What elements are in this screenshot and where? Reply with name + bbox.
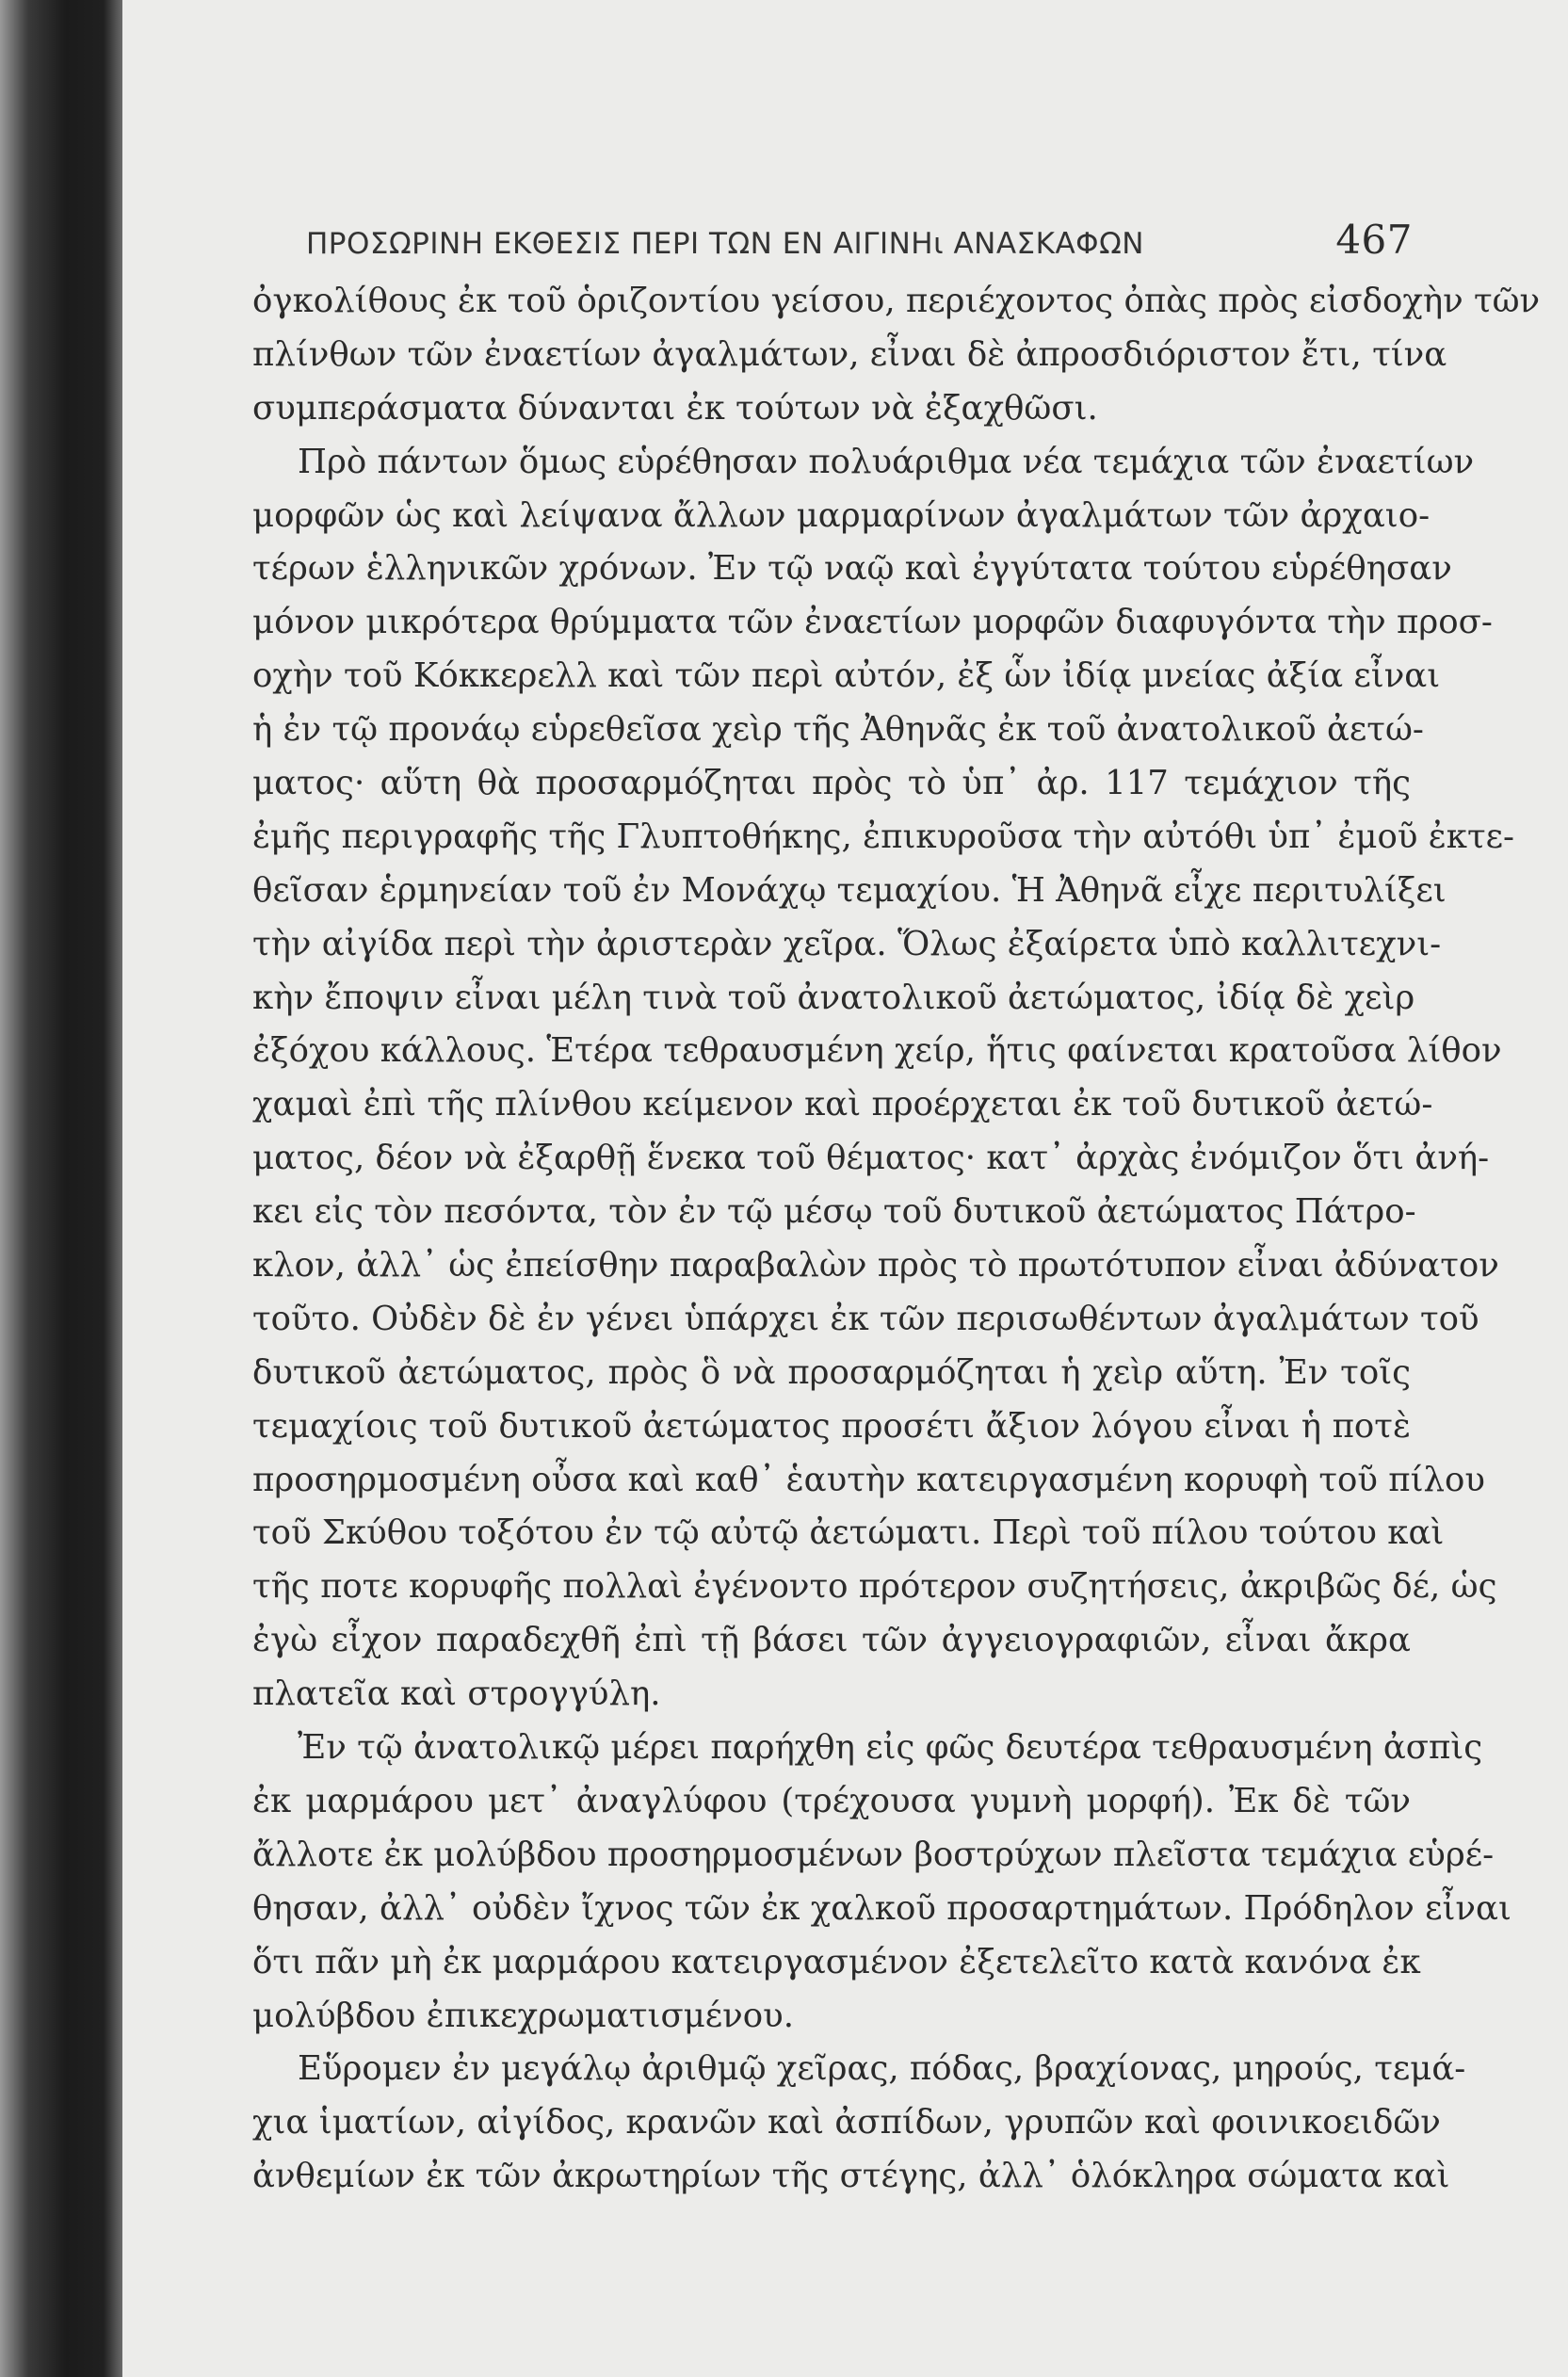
text-line: θεῖσαν ἑρμηνείαν τοῦ ἐν Μονάχῳ τεμαχίου. Ἡ Ἀθηνᾶ εἶχε περιτυλίξει	[252, 870, 1447, 910]
book-gutter-shadow	[0, 0, 122, 2377]
text-line: μορφῶν ὡς καὶ λείψανα ἄλλων μαρμαρίνων ἀγαλμάτων τῶν ἀρχαιο-	[252, 495, 1431, 535]
text-line: πλατεῖα καὶ στρογγύλη.	[252, 1674, 661, 1714]
text-line: ἐκ μαρμάρου μετ᾿ ἀναγλύφου (τρέχουσα γυμνὴ μορφή). Ἐκ δὲ τῶν	[252, 1781, 1411, 1820]
text-line: μολύβδου ἐπικεχρωματισμένου.	[252, 1996, 794, 2035]
text-line: ἡ ἐν τῷ προνάῳ εὑρεθεῖσα χεὶρ τῆς Ἀθηνᾶς ἐκ τοῦ ἀνατολικοῦ ἀετώ-	[252, 710, 1424, 750]
header-title: ΠΡΟΣΩΡΙΝΗ ΕΚΘΕΣΙΣ ΠΕΡΙ ΤΩΝ ΕΝ ΑΙΓΙΝΗι ΑΝΑΣΚΑΦΩΝ	[306, 227, 1144, 261]
text-line: τὴν αἰγίδα περὶ τὴν ἀριστερὰν χεῖρα. Ὅλως ἐξαίρετα ὑπὸ καλλιτεχνι-	[252, 924, 1442, 963]
page-number: 467	[1335, 217, 1413, 263]
text-line: ὀγκολίθους ἐκ τοῦ ὁριζοντίου γείσου, περιέχοντος ὀπὰς πρὸς εἰσδοχὴν τῶν	[252, 282, 1541, 320]
text-line: κλον, ἀλλ᾿ ὡς ἐπείσθην παραβαλὼν πρὸς τὸ πρωτότυπον εἶναι ἀδύνατον	[252, 1246, 1499, 1286]
text-line: τέρων ἑλληνικῶν χρόνων. Ἐν τῷ ναῷ καὶ ἐγγύτατα τούτου εὑρέθησαν	[252, 549, 1452, 589]
text-line: ματος· αὕτη θὰ προσαρμόζηται πρὸς τὸ ὑπ᾿ ἀρ. 117 τεμάχιον τῆς	[252, 764, 1411, 803]
text-line: κὴν ἔποψιν εἶναι μέλη τινὰ τοῦ ἀνατολικοῦ ἀετώματος, ἰδίᾳ δὲ χεὶρ	[252, 978, 1415, 1017]
text-line: δυτικοῦ ἀετώματος, πρὸς ὃ νὰ προσαρμόζηται ἡ χεὶρ αὕτη. Ἐν τοῖς	[252, 1352, 1411, 1392]
text-line: χαμαὶ ἐπὶ τῆς πλίνθου κείμενον καὶ προέρχεται ἐκ τοῦ δυτικοῦ ἀετώ-	[252, 1085, 1433, 1124]
text-line: κει εἰς τὸν πεσόντα, τὸν ἐν τῷ μέσῳ τοῦ δυτικοῦ ἀετώματος Πάτρο-	[252, 1192, 1416, 1232]
text-line: ἐξόχου κάλλους. Ἑτέρα τεθραυσμένη χείρ, ἥτις φαίνεται κρατοῦσα λίθον	[252, 1031, 1502, 1071]
text-line: ἐγὼ εἶχον παραδεχθῆ ἐπὶ τῇ βάσει τῶν ἀγγειογραφιῶν, εἶναι ἄκρα	[252, 1621, 1411, 1660]
text-line: ἀνθεμίων ἐκ τῶν ἀκρωτηρίων τῆς στέγης, ἀλλ᾿ ὁλόκληρα σώματα καὶ	[252, 2157, 1450, 2196]
text-line: ἐμῆς περιγραφῆς τῆς Γλυπτοθήκης, ἐπικυροῦσα τὴν αὐτόθι ὑπ᾿ ἐμοῦ ἐκτε-	[252, 817, 1514, 856]
text-line: ὅτι πᾶν μὴ ἐκ μαρμάρου κατειργασμένον ἐξετελεῖτο κατὰ κανόνα ἐκ	[252, 1942, 1421, 1981]
text-line: μόνον μικρότερα θρύμματα τῶν ἐναετίων μορφῶν διαφυγόντα τὴν προσ-	[252, 603, 1493, 642]
text-line: θησαν, ἀλλ᾿ οὐδὲν ἴχνος τῶν ἐκ χαλκοῦ προσαρτημάτων. Πρόδηλον εἶναι	[252, 1888, 1511, 1928]
text-line: πλίνθων τῶν ἐναετίων ἀγαλμάτων, εἶναι δὲ ἀπροσδιόριστον ἔτι, τίνα	[252, 334, 1447, 374]
body-text	[252, 275, 1541, 2204]
text-line: ἄλλοτε ἐκ μολύβδου προσηρμοσμένων βοστρύχων πλεῖστα τεμάχια εὑρέ-	[252, 1835, 1495, 1874]
text-line: Πρὸ πάντων ὅμως εὑρέθησαν πολυάριθμα νέα τεμάχια τῶν ἐναετίων	[298, 442, 1475, 481]
text-line: τεμαχίοις τοῦ δυτικοῦ ἀετώματος προσέτι ἄξιον λόγου εἶναι ἡ ποτὲ	[252, 1406, 1411, 1446]
text-line: προσηρμοσμένη οὖσα καὶ καθ᾿ ἑαυτὴν κατειργασμένη κορυφὴ τοῦ πίλου	[252, 1460, 1485, 1499]
text-line: Ἐν τῷ ἀνατολικῷ μέρει παρήχθη εἰς φῶς δευτέρα τεθραυσμένη ἀσπὶς	[298, 1728, 1483, 1768]
text-line: χια ἱματίων, αἰγίδος, κρανῶν καὶ ἀσπίδων, γρυπῶν καὶ φοινικοειδῶν	[252, 2103, 1441, 2143]
text-line: τῆς ποτε κορυφῆς πολλαὶ ἐγένοντο πρότερον συζητήσεις, ἀκριβῶς δέ, ὡς	[252, 1567, 1497, 1607]
text-line: Εὕρομεν ἐν μεγάλῳ ἀριθμῷ χεῖρας, πόδας, βραχίονας, μηρούς, τεμά-	[298, 2049, 1466, 2089]
text-line: τοῦτο. Οὐδὲν δὲ ἐν γένει ὑπάρχει ἐκ τῶν περισωθέντων ἀγαλμάτων τοῦ	[252, 1299, 1479, 1338]
text-line: οχὴν τοῦ Κόκκερελλ καὶ τῶν περὶ αὐτόν, ἐξ ὧν ἰδίᾳ μνείας ἀξία εἶναι	[252, 656, 1441, 696]
text-line: ματος, δέον νὰ ἐξαρθῇ ἕνεκα τοῦ θέματος· κατ᾿ ἀρχὰς ἐνόμιζον ὅτι ἀνή-	[252, 1139, 1490, 1178]
running-header	[306, 217, 1413, 263]
text-line: τοῦ Σκύθου τοξότου ἐν τῷ αὐτῷ ἀετώματι. Περὶ τοῦ πίλου τούτου καὶ	[252, 1513, 1445, 1553]
text-line: συμπεράσματα δύνανται ἐκ τούτων νὰ ἐξαχθῶσι.	[252, 388, 1098, 428]
